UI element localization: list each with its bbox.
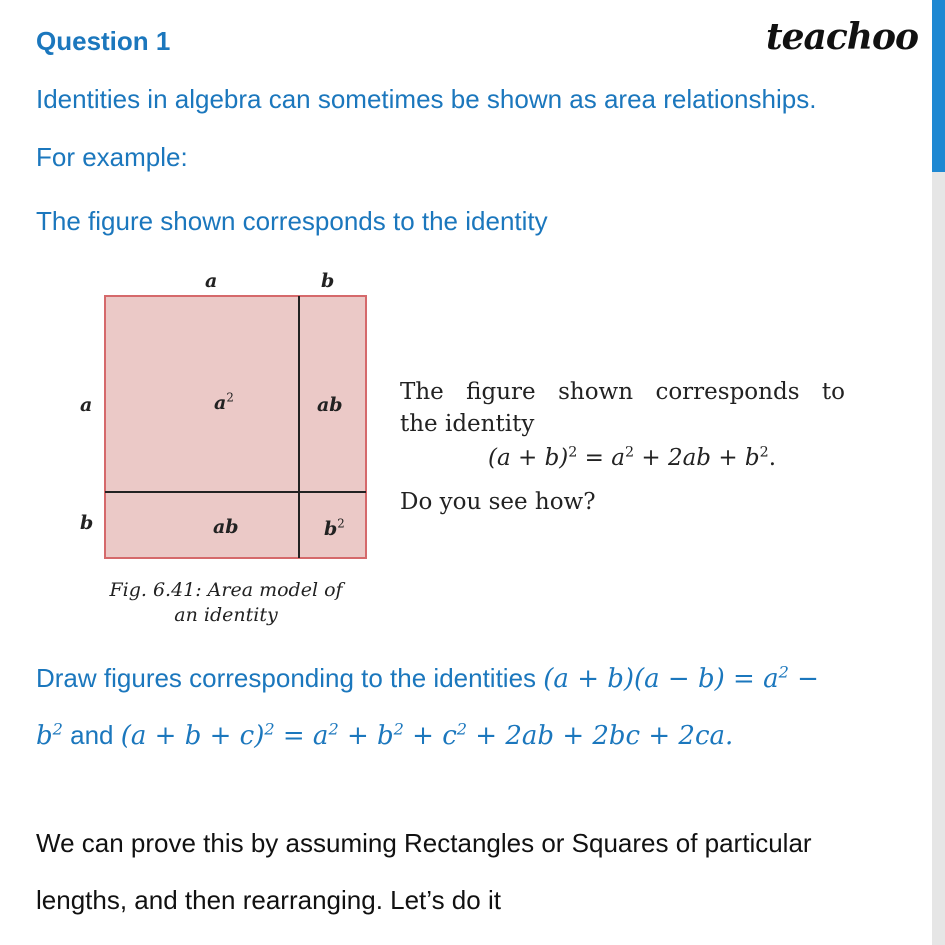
scrollbar-thumb[interactable] xyxy=(932,0,945,172)
task-line-1: Draw figures corresponding to the identities $(a + b)(a - b) = a^2$ − xyxy=(36,662,819,694)
figure-text-line-2: the identity xyxy=(400,411,535,437)
intro-line-1: Identities in algebra can sometimes be shown as area relationships. xyxy=(36,84,817,114)
area-model-figure xyxy=(60,260,940,640)
answer-line-1: We can prove this by assuming Rectangles or Squares of particular xyxy=(36,828,812,858)
top-label-a: a xyxy=(205,270,218,292)
figure-caption: Fig. 6.41: Area model of an identity xyxy=(109,579,343,626)
answer-line-2: lengths, and then rearranging. Let’s do it xyxy=(36,885,501,915)
side-label-a: a xyxy=(80,394,93,416)
figure-question: Do you see how? xyxy=(400,489,596,515)
top-label-b: b xyxy=(321,270,335,292)
cell-label-ab-bottom: ab xyxy=(213,516,239,538)
task-line-2: $b^2$ and $(a + b + c)^2 = a^2 + b^2 + c^2 + 2ab + 2bc + 2ca$. xyxy=(36,719,734,751)
teachoo-logo: teachoo xyxy=(766,16,918,58)
intro-line-3: The figure shown corresponds to the identity xyxy=(36,206,548,236)
figure-description xyxy=(400,376,845,518)
intro-line-2: For example: xyxy=(36,142,188,172)
question-title: Question 1 xyxy=(36,26,171,56)
figure-text-line-1: The figure shown corresponds to xyxy=(400,379,845,405)
cell-label-ab-right: ab xyxy=(317,394,343,416)
side-label-b: b xyxy=(80,512,94,534)
figure-identity: $(a + b)^2 = a^2 + 2ab + b^2$. xyxy=(488,444,777,471)
rect-ab-bottom xyxy=(105,492,299,558)
square-a2 xyxy=(105,296,299,492)
cell-label-b-squared: $b^2$ xyxy=(324,516,345,540)
cell-label-a-squared: $a^2$ xyxy=(214,390,234,414)
